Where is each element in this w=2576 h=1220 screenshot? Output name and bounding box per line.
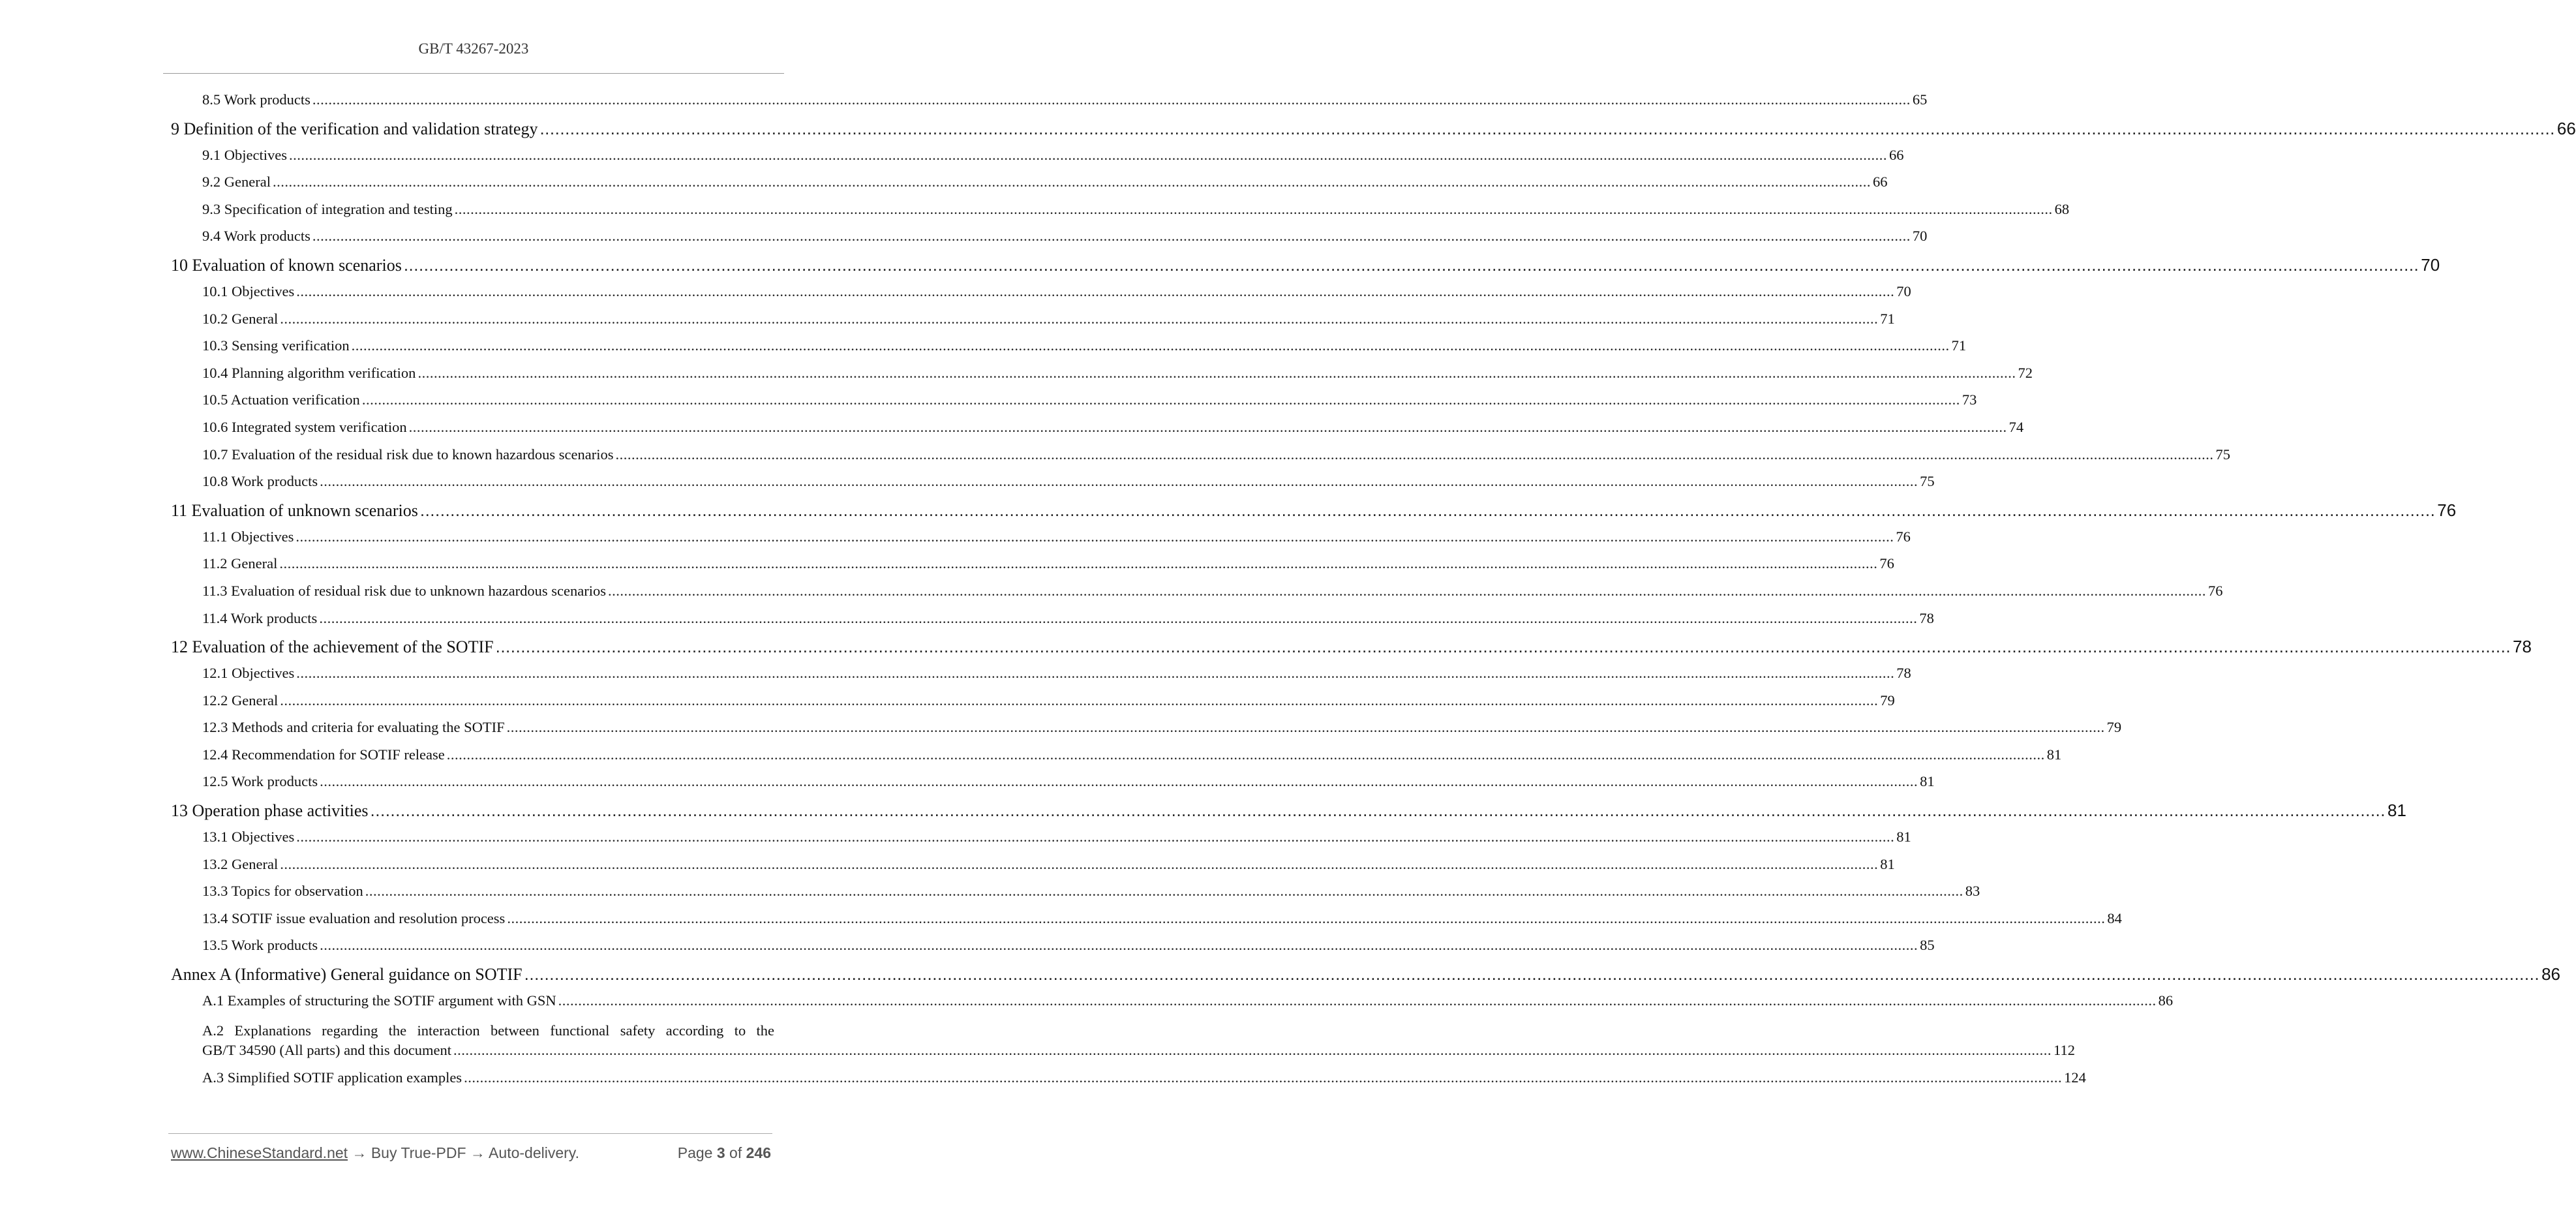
toc-entry-page: 83: [1965, 883, 1980, 900]
toc-entry-page: 78: [1919, 609, 1934, 626]
toc-dot-leader: ................................................................................................................................................................................................................................................................................................................................................................................................................: [365, 883, 1963, 900]
toc-dot-leader: ................................................................................................................................................................................................................................................................................................................................................................................................................: [280, 310, 1879, 327]
site-link[interactable]: www.ChineseStandard.net: [171, 1144, 348, 1161]
toc-entry-title: 11.4 Work products: [202, 609, 318, 626]
toc-subsection-entry[interactable]: [171, 1069, 2086, 1097]
toc-entry-page: 72: [2018, 364, 2033, 381]
toc-entry-title: A.1 Examples of structuring the SOTIF argument with GSN: [202, 992, 556, 1009]
toc-subsection-entry[interactable]: [171, 528, 1911, 556]
toc-dot-leader: ................................................................................................................................................................................................................................................................................................................................................................................................................: [312, 91, 1911, 108]
toc-dot-leader: ................................................................................................................................................................................................................................................................................................................................................................................................................: [320, 473, 1918, 490]
toc-dot-leader: ................................................................................................................................................................................................................................................................................................................................................................................................................: [296, 665, 1895, 682]
toc-subsection-entry[interactable]: [171, 282, 1911, 311]
toc-subsection-entry[interactable]: [171, 200, 2070, 228]
toc-section-entry[interactable]: [171, 801, 2406, 829]
toc-dot-leader: ................................................................................................................................................................................................................................................................................................................................................................................................................: [495, 637, 2511, 657]
toc-dot-leader: ................................................................................................................................................................................................................................................................................................................................................................................................................: [351, 337, 1950, 354]
toc-subsection-entry[interactable]: [171, 582, 2223, 610]
toc-entry-title: 11.2 General: [202, 555, 278, 572]
toc-dot-leader: ................................................................................................................................................................................................................................................................................................................................................................................................................: [615, 446, 2214, 463]
toc-dot-leader: ................................................................................................................................................................................................................................................................................................................................................................................................................: [296, 829, 1895, 846]
toc-dot-leader: ................................................................................................................................................................................................................................................................................................................................................................................................................: [539, 118, 2555, 138]
document-id: GB/T 43267-2023: [418, 40, 529, 57]
toc-dot-leader: ................................................................................................................................................................................................................................................................................................................................................................................................................: [279, 555, 1878, 572]
toc-subsection-entry[interactable]: [171, 555, 1894, 583]
toc-subsection-entry[interactable]: [171, 473, 1935, 500]
toc-entry-title: 12.2 General: [202, 692, 279, 709]
toc-entry-title: 13.4 SOTIF issue evaluation and resolution process: [202, 909, 506, 926]
toc-entry-title: GB/T 34590 (All parts) and this document: [202, 1041, 452, 1058]
toc-entry-title: Annex A (Informative) General guidance on SOTIF: [171, 965, 523, 984]
toc-dot-leader: ................................................................................................................................................................................................................................................................................................................................................................................................................: [507, 909, 2106, 926]
toc-entry-title: 10.4 Planning algorithm verification: [202, 364, 416, 381]
toc-subsection-entry[interactable]: [171, 883, 1980, 910]
toc-dot-leader: ................................................................................................................................................................................................................................................................................................................................................................................................................: [288, 146, 1887, 163]
toc-dot-leader: ................................................................................................................................................................................................................................................................................................................................................................................................................: [524, 964, 2540, 984]
toc-subsection-entry[interactable]: [171, 174, 1888, 201]
toc-entry-title: 12.3 Methods and criteria for evaluating the SOTIF: [202, 719, 505, 736]
toc-entry-page: 78: [2513, 637, 2532, 657]
toc-dot-leader: ................................................................................................................................................................................................................................................................................................................................................................................................................: [558, 992, 2157, 1009]
toc-dot-leader: ................................................................................................................................................................................................................................................................................................................................................................................................................: [453, 1041, 2052, 1058]
toc-entry-page: 76: [1896, 528, 1911, 545]
toc-entry-title: 11 Evaluation of unknown scenarios: [171, 500, 418, 520]
toc-dot-leader: ................................................................................................................................................................................................................................................................................................................................................................................................................: [280, 692, 1879, 709]
toc-entry-title: 10.6 Integrated system verification: [202, 418, 407, 435]
toc-entry-page: 86: [2158, 992, 2174, 1009]
toc-section-entry[interactable]: [171, 637, 2532, 665]
toc-dot-leader: ................................................................................................................................................................................................................................................................................................................................................................................................................: [361, 391, 1960, 408]
toc-subsection-entry[interactable]: [171, 773, 1935, 801]
toc-dot-leader: ................................................................................................................................................................................................................................................................................................................................................................................................................: [320, 937, 1918, 954]
toc-subsection-entry[interactable]: [171, 364, 2033, 392]
page-indicator: [678, 1144, 771, 1162]
toc-entry-page: 81: [1920, 773, 1935, 790]
toc-subsection-entry[interactable]: [171, 609, 1934, 637]
toc-entry-page: 79: [2106, 719, 2122, 736]
toc-entry-page: 70: [2421, 254, 2440, 275]
toc-section-entry[interactable]: [171, 254, 2440, 283]
toc-entry-page: 66: [1872, 174, 1888, 191]
toc-dot-leader: ................................................................................................................................................................................................................................................................................................................................................................................................................: [295, 528, 1894, 545]
toc-entry-title: 12.5 Work products: [202, 773, 318, 790]
toc-subsection-entry[interactable]: [171, 446, 2230, 474]
toc-subsection-entry[interactable]: [171, 310, 1895, 338]
toc-entry-page: 71: [1880, 310, 1895, 327]
toc-subsection-entry[interactable]: [171, 337, 1967, 365]
header-divider: [163, 73, 784, 74]
promo-text: → Buy True-PDF → Auto-delivery.: [348, 1144, 579, 1161]
toc-dot-leader: ................................................................................................................................................................................................................................................................................................................................................................................................................: [417, 364, 2016, 381]
toc-entry-page: 81: [1880, 855, 1895, 872]
toc-entry-title: 9.3 Specification of integration and testing: [202, 200, 453, 217]
toc-subsection-entry[interactable]: [171, 146, 1904, 174]
toc-dot-leader: ................................................................................................................................................................................................................................................................................................................................................................................................................: [464, 1069, 2063, 1086]
toc-entry-page: 75: [1920, 473, 1935, 490]
toc-section-entry[interactable]: [171, 118, 2576, 147]
toc-entry-title: 12.4 Recommendation for SOTIF release: [202, 746, 445, 763]
toc-entry-page: 81: [2046, 746, 2062, 763]
page-current: 3: [716, 1144, 725, 1161]
toc-entry-title: 13.1 Objectives: [202, 829, 295, 846]
toc-dot-leader: ................................................................................................................................................................................................................................................................................................................................................................................................................: [296, 282, 1895, 299]
toc-dot-leader: ................................................................................................................................................................................................................................................................................................................................................................................................................: [419, 500, 2436, 520]
toc-entry-page: 81: [2387, 801, 2406, 821]
toc-entry-title: 10.5 Actuation verification: [202, 391, 360, 408]
toc-entry-page: 65: [1912, 91, 1928, 108]
toc-entry-page: 73: [1962, 391, 1977, 408]
toc-entry-page: 70: [1912, 228, 1928, 245]
toc-subsection-entry[interactable]: [171, 228, 1928, 255]
toc-section-entry[interactable]: [171, 500, 2457, 528]
toc-entry-title: 13.3 Topics for observation: [202, 883, 363, 900]
toc-subsection-entry[interactable]: [171, 692, 1895, 720]
toc-entry-page: 81: [1896, 829, 1911, 846]
toc-entry-title: 9.1 Objectives: [202, 146, 287, 163]
toc-entry-title: 9.4 Work products: [202, 228, 311, 245]
toc-dot-leader: ................................................................................................................................................................................................................................................................................................................................................................................................................: [506, 719, 2105, 736]
toc-entry-title: 11.1 Objectives: [202, 528, 294, 545]
toc-section-entry[interactable]: [171, 964, 2560, 992]
toc-entry-page: 70: [1896, 282, 1911, 299]
toc-entry-page: 75: [2215, 446, 2230, 463]
page-of: of: [729, 1144, 742, 1161]
toc-subsection-entry[interactable]: [171, 937, 1935, 964]
page-total: 246: [746, 1144, 771, 1161]
toc-subsection-entry[interactable]: [171, 91, 1928, 119]
toc-entry-title: 10 Evaluation of known scenarios: [171, 255, 402, 275]
toc-subsection-entry[interactable]: [171, 719, 2122, 746]
toc-entry-title: 9 Definition of the verification and validation strategy: [171, 119, 538, 138]
toc-entry-page: 76: [2437, 500, 2457, 520]
toc-subsection-entry[interactable]: [171, 855, 1895, 883]
toc-entry-title: 13 Operation phase activities: [171, 801, 369, 821]
toc-entry-page: 124: [2064, 1069, 2086, 1086]
toc-dot-leader: ................................................................................................................................................................................................................................................................................................................................................................................................................: [608, 582, 2207, 599]
toc-entry-page: 79: [1880, 692, 1895, 709]
toc-entry-page: 71: [1951, 337, 1967, 354]
toc-subsection-entry[interactable]: [171, 391, 1977, 419]
footer-divider: [168, 1133, 772, 1134]
toc-entry-page: 76: [1879, 555, 1894, 572]
toc-entry-page: 66: [1888, 146, 1904, 163]
toc-dot-leader: ................................................................................................................................................................................................................................................................................................................................................................................................................: [370, 801, 2386, 821]
toc-subsection-entry[interactable]: [171, 992, 2174, 1020]
toc-entry-title: 13.2 General: [202, 855, 279, 872]
toc-dot-leader: ................................................................................................................................................................................................................................................................................................................................................................................................................: [312, 228, 1911, 245]
toc-entry-title: 10.7 Evaluation of the residual risk due to known hazardous scenarios: [202, 446, 614, 463]
toc-subsection-entry[interactable]: [171, 665, 1911, 692]
toc-entry-page: 76: [2208, 582, 2223, 599]
footer-left: [171, 1144, 579, 1162]
toc-entry-page: 112: [2053, 1041, 2075, 1058]
toc-entry-page: 68: [2054, 200, 2070, 217]
toc-subsection-entry[interactable]: [171, 829, 1911, 856]
toc-entry-title: A.3 Simplified SOTIF application examples: [202, 1069, 462, 1086]
toc-subsection-entry[interactable]: [171, 418, 2024, 446]
toc-entry-page: 85: [1920, 937, 1935, 954]
toc-dot-leader: ................................................................................................................................................................................................................................................................................................................................................................................................................: [320, 773, 1918, 790]
toc-entry-title: 9.2 General: [202, 174, 271, 191]
toc-entry-title: 10.1 Objectives: [202, 282, 295, 299]
toc-entry-title: 12 Evaluation of the achievement of the SOTIF: [171, 637, 494, 657]
toc-entry-page: 84: [2107, 909, 2122, 926]
toc-entry-title: 8.5 Work products: [202, 91, 311, 108]
toc-entry-title: 10.8 Work products: [202, 473, 318, 490]
toc-entry-title: 13.5 Work products: [202, 937, 318, 954]
toc-entry-page: 86: [2541, 964, 2560, 984]
toc-dot-leader: ................................................................................................................................................................................................................................................................................................................................................................................................................: [408, 418, 2007, 435]
toc-subsection-entry[interactable]: [202, 1041, 2075, 1065]
toc-dot-leader: ................................................................................................................................................................................................................................................................................................................................................................................................................: [280, 855, 1879, 872]
page-label: Page: [677, 1144, 713, 1161]
toc-entry-title: 12.1 Objectives: [202, 665, 295, 682]
page-footer: [171, 1144, 771, 1162]
toc-dot-leader: ................................................................................................................................................................................................................................................................................................................................................................................................................: [403, 254, 2419, 275]
toc-entry-title-line1: A.2 Explanations regarding the interaction between functional safety according to the: [202, 1022, 774, 1039]
toc-subsection-entry[interactable]: [171, 746, 2062, 774]
toc-subsection-entry-wrapped[interactable]: [171, 1020, 2075, 1069]
toc-dot-leader: ................................................................................................................................................................................................................................................................................................................................................................................................................: [319, 609, 1918, 626]
toc-entry-page: 78: [1896, 665, 1911, 682]
toc-entry-page: 74: [2008, 418, 2024, 435]
toc-dot-leader: ................................................................................................................................................................................................................................................................................................................................................................................................................: [446, 746, 2045, 763]
document-header: [163, 40, 784, 57]
toc-dot-leader: ................................................................................................................................................................................................................................................................................................................................................................................................................: [272, 174, 1871, 191]
toc-entry-title: 10.2 General: [202, 310, 279, 327]
toc-entry-title: 11.3 Evaluation of residual risk due to unknown hazardous scenarios: [202, 582, 607, 599]
toc-entry-title: 10.3 Sensing verification: [202, 337, 350, 354]
toc-entry-page: 66: [2556, 118, 2576, 138]
toc-dot-leader: ................................................................................................................................................................................................................................................................................................................................................................................................................: [454, 200, 2053, 217]
toc-subsection-entry[interactable]: [171, 909, 2122, 938]
table-of-contents: [171, 91, 2576, 1096]
